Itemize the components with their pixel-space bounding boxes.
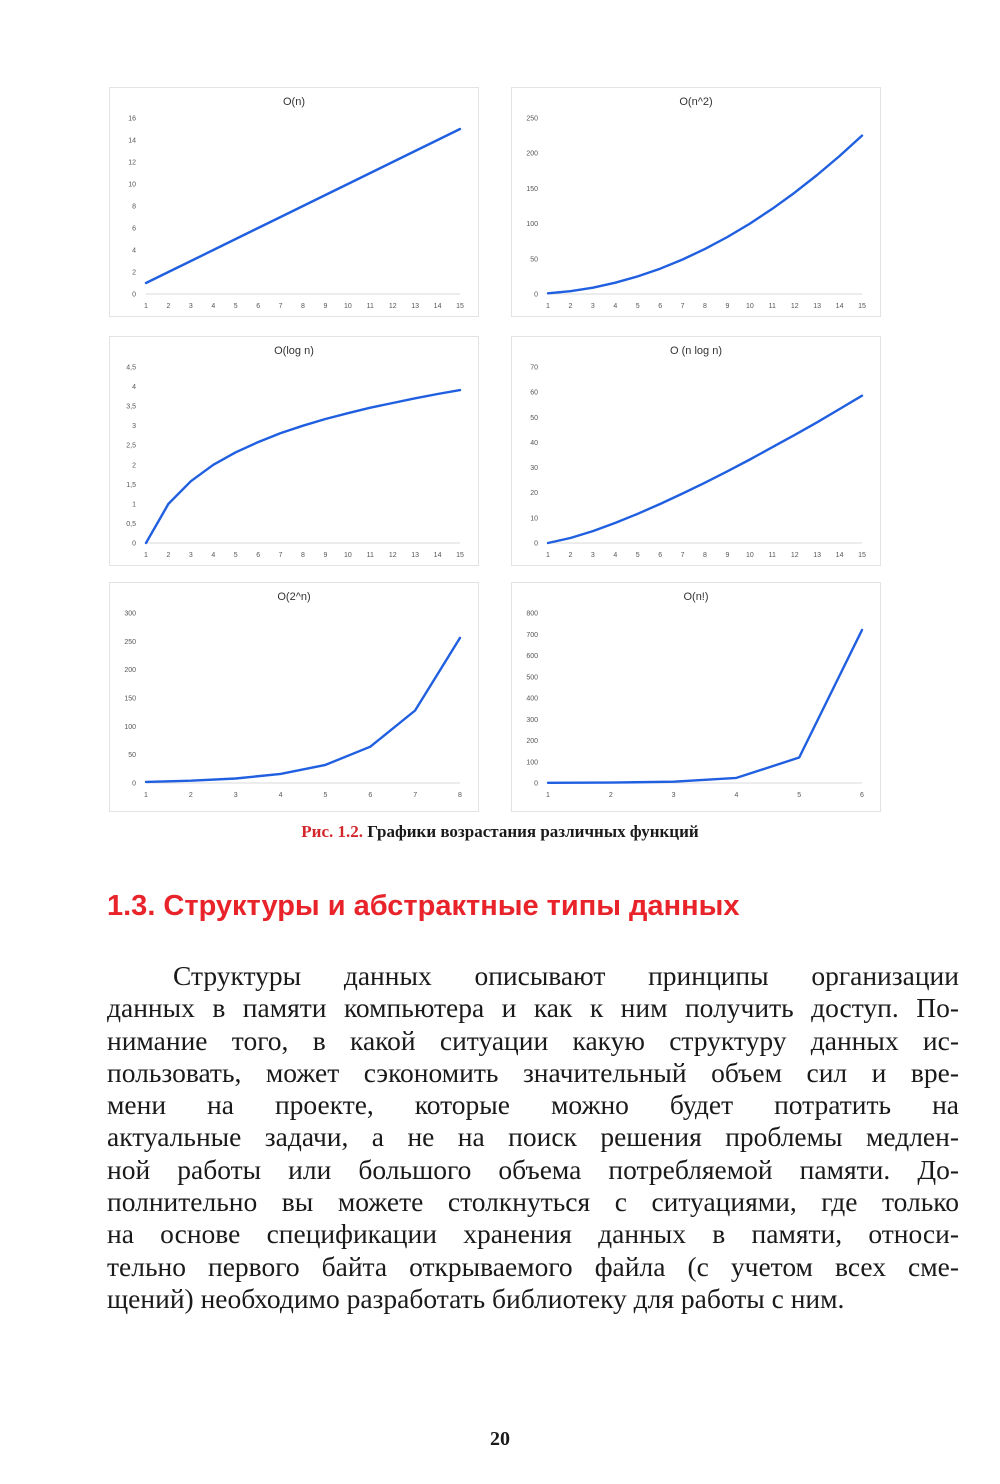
y-tick-label: 14 [128,137,136,145]
section-heading: 1.3. Структуры и абстрактные типы данных [107,890,740,922]
y-tick-label: 400 [526,695,538,703]
figure-caption-text: Графики возрастания различных функций [363,822,699,841]
chart-title: O(log n) [274,345,314,357]
chart-o-n [109,87,479,317]
y-tick-label: 100 [124,723,136,731]
paragraph-line: актуальные задачи, а не на поиск решения проблемы медлен- [107,1121,959,1153]
x-tick-label: 4 [613,303,618,310]
x-tick-label: 6 [368,792,373,799]
x-tick-label: 8 [703,552,707,559]
paragraph-line: пользовать, может сэкономить значительный объем сил и вре- [107,1056,959,1088]
x-tick-label: 5 [233,303,238,310]
x-tick-label: 7 [680,552,685,559]
x-tick-label: 11 [366,303,374,310]
x-tick-label: 9 [725,552,730,559]
y-tick-label: 20 [530,490,538,498]
figure-label: Рис. 1.2. [301,822,364,841]
y-tick-label: 3,5 [126,403,136,411]
x-tick-label: 13 [411,552,420,559]
x-tick-label: 14 [835,303,844,310]
chart-o-n-log-n [511,336,881,566]
y-tick-label: 0,5 [126,520,136,528]
y-tick-label: 6 [132,225,136,233]
y-tick-label: 50 [530,256,538,264]
chart-svg [110,88,478,316]
x-tick-label: 2 [568,552,573,559]
y-tick-label: 30 [530,465,538,473]
x-tick-label: 8 [301,552,305,559]
x-tick-label: 8 [458,792,462,799]
x-tick-label: 6 [860,792,864,799]
y-tick-label: 4 [132,247,136,255]
chart-o-log-n [109,336,479,566]
x-tick-label: 15 [858,303,866,310]
series-line [146,390,460,543]
y-tick-label: 300 [526,716,538,724]
y-tick-label: 0 [132,291,136,299]
x-tick-label: 7 [278,303,283,310]
x-tick-label: 15 [456,552,464,559]
x-tick-label: 3 [671,792,676,799]
x-tick-label: 2 [608,792,613,799]
x-tick-label: 1 [546,552,550,559]
y-tick-label: 12 [128,159,136,167]
y-tick-label: 500 [526,674,538,682]
body-paragraph [107,960,959,1315]
chart-svg [512,583,880,805]
x-tick-label: 10 [745,552,754,559]
y-tick-label: 250 [526,115,538,123]
x-tick-label: 2 [166,303,171,310]
series-line [146,129,460,283]
y-tick-label: 600 [526,653,538,660]
y-tick-label: 800 [526,610,538,618]
y-tick-label: 40 [530,439,538,447]
paragraph-line: тельно первого байта открываемого файла (с учетом всех сме- [107,1250,959,1282]
y-tick-label: 60 [530,389,538,397]
paragraph-line: ной работы или большого объема потребляемой памяти. До- [107,1153,959,1185]
x-tick-label: 12 [790,303,799,310]
paragraph-line: щений) необходимо разработать библиотеку для работы с ним. [107,1282,845,1314]
x-tick-label: 4 [211,303,216,310]
y-tick-label: 2 [132,462,136,470]
x-tick-label: 8 [301,303,305,310]
x-tick-label: 3 [590,303,595,310]
paragraph-line: Структуры данных описывают принципы организации [173,960,959,991]
x-tick-label: 11 [768,552,776,559]
x-tick-label: 13 [813,552,822,559]
x-tick-label: 5 [635,552,640,559]
x-tick-label: 5 [323,792,328,799]
y-tick-label: 100 [526,759,538,767]
figure-caption [0,822,1000,842]
chart-o-2-pow-n [109,582,479,812]
x-tick-label: 14 [433,303,442,310]
y-tick-label: 0 [534,540,538,548]
x-tick-label: 5 [233,552,238,559]
x-tick-label: 12 [790,552,799,559]
x-tick-label: 14 [835,552,844,559]
x-tick-label: 3 [188,552,193,559]
x-tick-label: 3 [590,552,595,559]
x-tick-label: 10 [343,552,352,559]
x-tick-label: 6 [658,303,663,310]
x-tick-label: 6 [658,552,663,559]
chart-title: O(n) [283,96,305,108]
x-tick-label: 3 [188,303,193,310]
y-tick-label: 10 [128,181,136,189]
x-tick-label: 13 [411,303,420,310]
x-tick-label: 9 [725,303,730,310]
y-tick-label: 2,5 [126,442,136,450]
paragraph-line: полнительно вы можете столкнуться с ситуациями, где только [107,1186,959,1218]
y-tick-label: 300 [124,610,136,618]
chart-svg [110,583,478,805]
x-tick-label: 10 [745,303,754,310]
y-tick-label: 0 [534,780,538,788]
x-tick-label: 1 [144,792,148,799]
x-tick-label: 5 [635,303,640,310]
x-tick-label: 2 [166,552,171,559]
x-tick-label: 12 [388,552,397,559]
x-tick-label: 15 [456,303,464,310]
chart-title: O(2^n) [277,591,311,603]
y-tick-label: 150 [526,185,538,193]
y-tick-label: 3 [132,423,136,431]
chart-svg [110,337,478,565]
y-tick-label: 700 [526,631,538,639]
x-tick-label: 11 [366,552,374,559]
series-line [548,630,862,783]
y-tick-label: 100 [526,221,538,229]
paragraph-line: нимание того, в какой ситуации какую структуру данных ис- [107,1024,959,1056]
x-tick-label: 13 [813,303,822,310]
y-tick-label: 150 [124,695,136,703]
x-tick-label: 6 [256,552,261,559]
y-tick-label: 200 [526,150,538,158]
chart-title: O (n log n) [670,345,722,357]
x-tick-label: 6 [256,303,261,310]
y-tick-label: 10 [530,515,538,523]
chart-title: O(n!) [683,591,709,603]
y-tick-label: 4 [132,384,136,392]
x-tick-label: 3 [233,792,238,799]
series-line [548,136,862,294]
x-tick-label: 4 [613,552,618,559]
page-number: 20 [490,1428,510,1450]
chart-o-n-squared [511,87,881,317]
x-tick-label: 4 [278,792,283,799]
y-tick-label: 4,5 [126,364,136,372]
chart-svg [512,337,880,565]
x-tick-label: 4 [211,552,216,559]
x-tick-label: 1 [546,792,550,799]
y-tick-label: 0 [132,780,136,788]
y-tick-label: 50 [128,752,136,760]
chart-o-n-factorial [511,582,881,812]
y-tick-label: 200 [124,667,136,675]
chart-svg [512,88,880,316]
x-tick-label: 11 [768,303,776,310]
x-tick-label: 7 [278,552,283,559]
y-tick-label: 0 [534,291,538,299]
y-tick-label: 8 [132,203,136,211]
y-tick-label: 70 [530,364,538,372]
y-tick-label: 1,5 [126,481,136,489]
y-tick-label: 1 [132,501,136,509]
x-tick-label: 10 [343,303,352,310]
y-tick-label: 50 [530,414,538,422]
y-tick-label: 0 [132,540,136,548]
x-tick-label: 2 [568,303,573,310]
x-tick-label: 9 [323,552,328,559]
x-tick-label: 9 [323,303,328,310]
x-tick-label: 5 [797,792,802,799]
x-tick-label: 12 [388,303,397,310]
y-tick-label: 200 [526,738,538,745]
x-tick-label: 1 [144,303,148,310]
x-tick-label: 4 [734,792,739,799]
paragraph-line: мени на проекте, которые можно будет потратить на [107,1089,959,1121]
x-tick-label: 8 [703,303,707,310]
chart-title: O(n^2) [679,96,713,108]
y-tick-label: 250 [124,638,136,646]
x-tick-label: 14 [433,552,442,559]
x-tick-label: 1 [546,303,550,310]
x-tick-label: 7 [413,792,418,799]
series-line [146,638,460,782]
series-line [548,396,862,543]
y-tick-label: 2 [132,269,136,277]
paragraph-line: на основе спецификации хранения данных в памяти, относи- [107,1218,959,1250]
x-tick-label: 15 [858,552,866,559]
x-tick-label: 2 [188,792,193,799]
paragraph-line: данных в памяти компьютера и как к ним получить доступ. По- [107,992,959,1024]
y-tick-label: 16 [128,115,136,123]
x-tick-label: 1 [144,552,148,559]
x-tick-label: 7 [680,303,685,310]
